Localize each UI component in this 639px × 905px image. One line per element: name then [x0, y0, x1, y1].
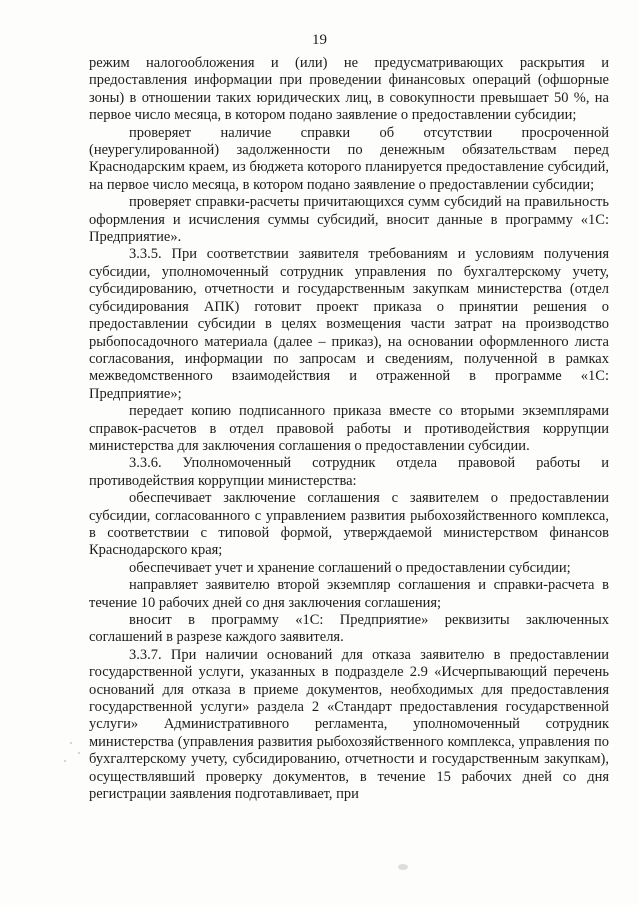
paragraph-storage-agreements: обеспечивает учет и хранение соглашений о предоставлении субсидии;: [129, 559, 571, 576]
document-body: [89, 55, 609, 803]
paragraph-check-calculations: проверяет справки-расчеты причитающихся сумм субсидий на правильность оформления и исчисления суммы субсидий, вносит данные в программу «1С: Предприятие».: [89, 194, 609, 246]
paragraph-offshore-continuation: режим налогообложения и (или) не предусматривающих раскрытия и предоставления информации при проведении финансовых операций (офшорные зоны) в отношении таких юридических лиц, в совокупности превышает 50 %, на первое число месяца, в котором подано заявление о предоставлении субсидии;: [89, 55, 609, 124]
scan-smudge: [398, 864, 408, 870]
paragraph-3-3-6: 3.3.6. Уполномоченный сотрудник отдела правовой работы и противодействия коррупции министерства:: [89, 455, 609, 489]
paragraph-3-3-5: 3.3.5. При соответствии заявителя требованиям и условиям получения субсидии, уполномоченный сотрудник управления по бухгалтерскому учету, субсидированию, отчетности и государственным закупкам министерства (отдел субсидирования АПК) готовит проект приказа о принятии решения о предоставлении субсидии в целях возмещения части затрат на производство рыбопосадочного материала (далее – приказ), на основании оформленного листа согласования, информации по запросам и сведениям, полученной в рамках межведомственного взаимодействия и отраженной в программе «1С: Предприятие»;: [89, 246, 609, 402]
paragraph-enter-requisites: вносит в программу «1С: Предприятие» реквизиты заключенных соглашений в разрезе каждого заявителя.: [89, 612, 609, 646]
paragraph-ensure-agreement: обеспечивает заключение соглашения с заявителем о предоставлении субсидии, согласованного с управлением развития рыбохозяйственного комплекса, в соответствии с типовой формой, утверждаемой министерством финансов Краснодарского края;: [89, 490, 609, 559]
scan-speck: [78, 752, 80, 754]
scan-speck: [64, 760, 66, 762]
paragraph-3-3-7: 3.3.7. При наличии оснований для отказа заявителю в предоставлении государственной услуги, указанных в подразделе 2.9 «Исчерпывающий перечень оснований для отказа в приеме документов, необходимых для предоставления государственной услуги» раздела 2 «Стандарт предоставления государственной услуги» Административного регламента, уполномоченный сотрудник министерства (управления развития рыбохозяйственного комплекса, управления по бухгалтерскому учету, субсидированию, отчетности и государственным закупкам), осуществлявший проверку документов, в течение 15 рабочих дней со дня регистрации заявления подготавливает, при: [89, 646, 609, 803]
paragraph-transfer-order-copy: передает копию подписанного приказа вместе со вторыми экземплярами справок-расчетов в отдел правовой работы и противодействия коррупции министерства для заключения соглашения о предоставлении субсидии.: [89, 403, 609, 454]
scan-speck: [70, 742, 72, 744]
paragraph-send-agreement: направляет заявителю второй экземпляр соглашения и справки-расчета в течение 10 рабочих дней со дня заключения соглашения;: [89, 577, 609, 611]
paragraph-check-debt-certificate: проверяет наличие справки об отсутствии просроченной (неурегулированной) задолженности по денежным обязательствам перед Краснодарским краем, из бюджета которого планируется предоставление субсидий, на первое число месяца, в котором подано заявление о предоставлении субсидии;: [89, 124, 609, 193]
page-number: 19: [312, 32, 327, 48]
